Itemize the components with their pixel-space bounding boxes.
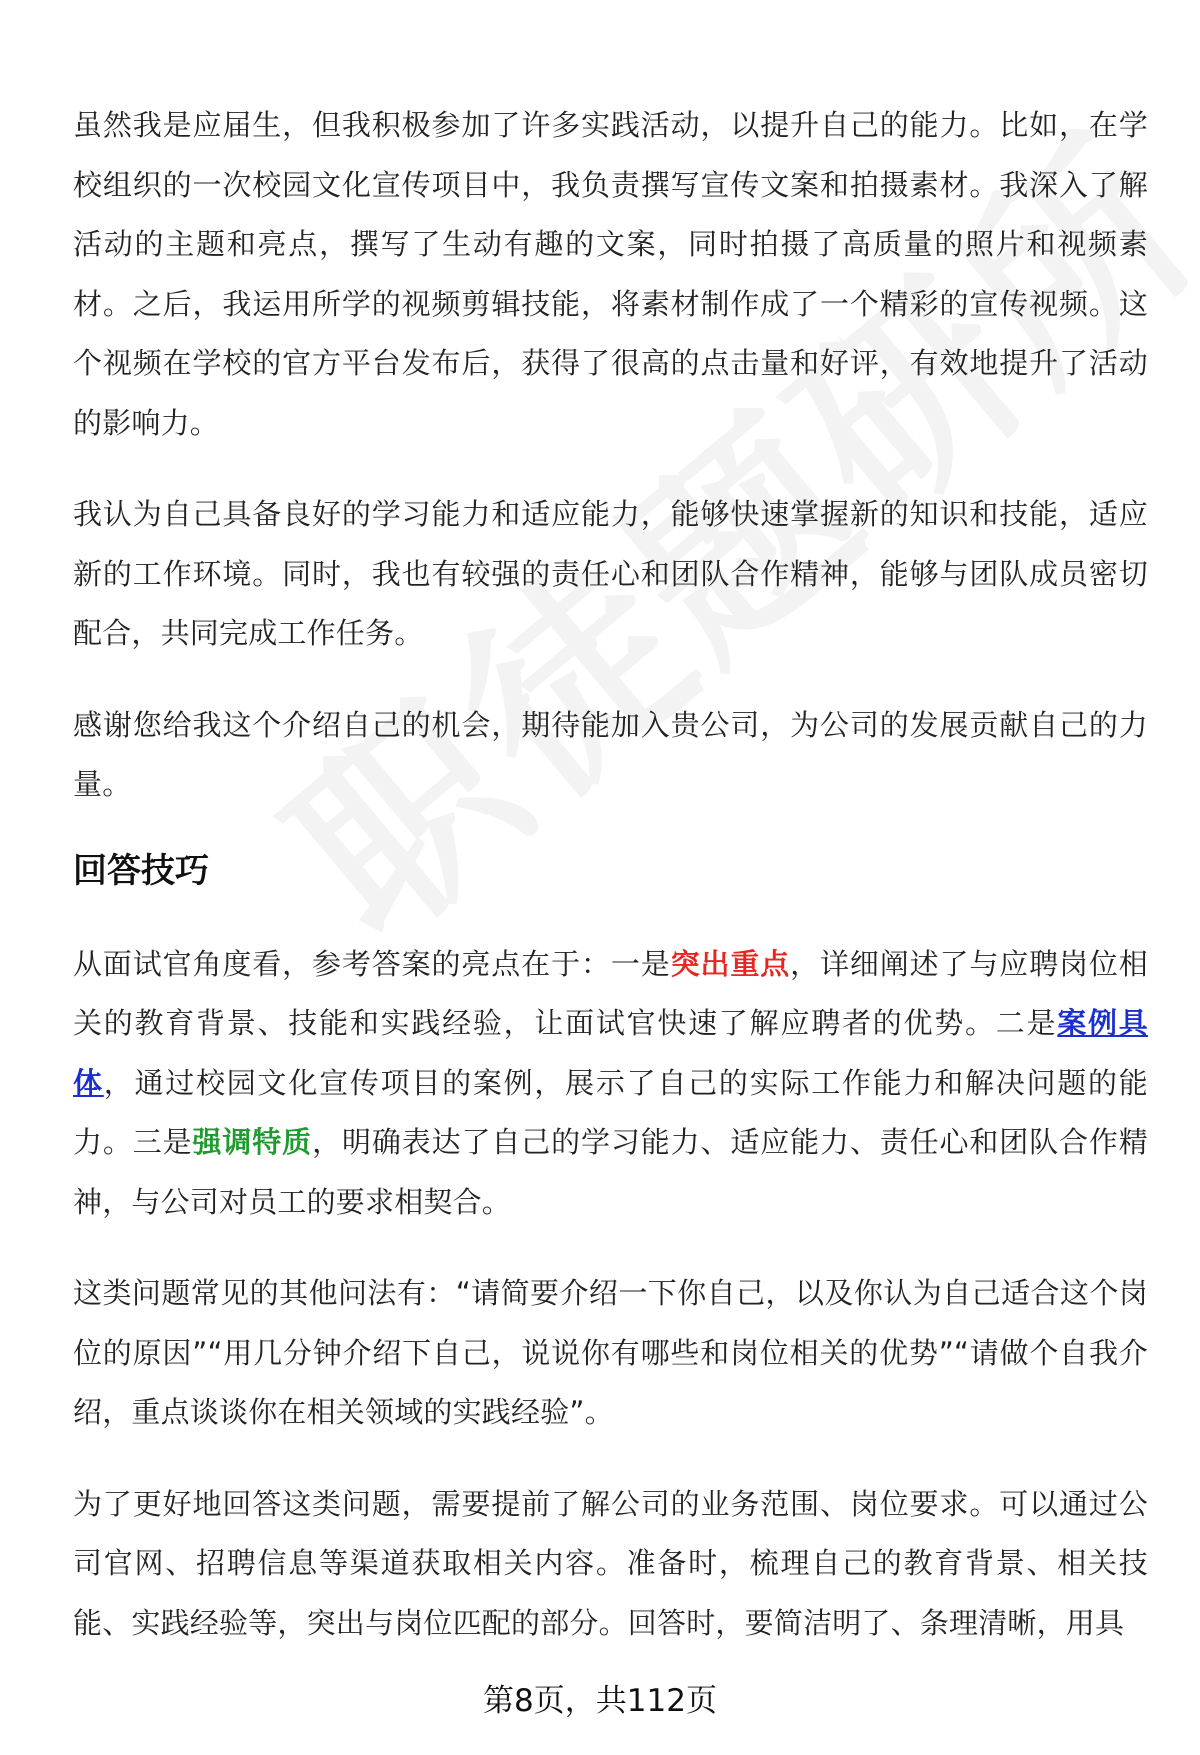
paragraph-preparation: 为了更好地回答这类问题，需要提前了解公司的业务范围、岗位要求。可以通过公司官网、招聘信息等渠道获取相关内容。准备时，梳理自己的教育背景、相关技能、实践经验等，突出与岗位匹配的部分。回答时，要简洁明了、条理清晰，用具: [73, 1486, 1148, 1640]
tips-text-3: ，通过校园文化宣传项目的案例，展示了自己的实际工作能力和解决问题的能力。三是: [73, 1065, 1148, 1159]
highlight-case: 案例具体: [73, 1006, 1148, 1100]
paragraph-abilities: 我认为自己具备良好的学习能力和适应能力，能够快速掌握新的知识和技能，适应新的工作环境。同时，我也有较强的责任心和团队合作精神，能够与团队成员密切配合，共同完成工作任务。: [73, 497, 1148, 650]
tips-text-1: 从面试官角度看，参考答案的亮点在于：一是: [73, 946, 671, 981]
paragraph-other-questions: 这类问题常见的其他问法有：“请简要介绍一下你自己，以及你认为自己适合这个岗位的原因”“用几分钟介绍下自己，说说你有哪些和岗位相关的优势”“请做个自我介绍，重点谈谈你在相关领域的实践经验”。: [73, 1276, 1148, 1429]
highlight-focus: 突出重点: [670, 946, 791, 981]
page-number: 第8页，共112页: [483, 1683, 717, 1719]
section-title: 回答技巧: [73, 850, 209, 891]
document-body: [73, 96, 1148, 1685]
tips-text-4: ，明确表达了自己的学习能力、适应能力、责任心和团队合作精神，与公司对员工的要求相契合。: [73, 1125, 1148, 1219]
highlight-trait: 强调特质: [192, 1125, 313, 1159]
paragraph-practice: 虽然我是应届生，但我积极参加了许多实践活动，以提升自己的能力。比如，在学校组织的一次校园文化宣传项目中，我负责撰写宣传文案和拍摄素材。我深入了解活动的主题和亮点，撰写了生动有趣的文案，同时拍摄了高质量的照片和视频素材。之后，我运用所学的视频剪辑技能，将素材制作成了一个精彩的宣传视频。这个视频在学校的官方平台发布后，获得了很高的点击量和好评，有效地提升了活动的影响力。: [73, 108, 1148, 440]
paragraph-tips: [73, 935, 1148, 1233]
paragraph-thanks: 感谢您给我这个介绍自己的机会，期待能加入贵公司，为公司的发展贡献自己的力量。: [73, 707, 1148, 801]
tips-text-2: ，详细阐述了与应聘岗位相关的教育背景、技能和实践经验，让面试官快速了解应聘者的优势。二是: [73, 946, 1148, 1040]
